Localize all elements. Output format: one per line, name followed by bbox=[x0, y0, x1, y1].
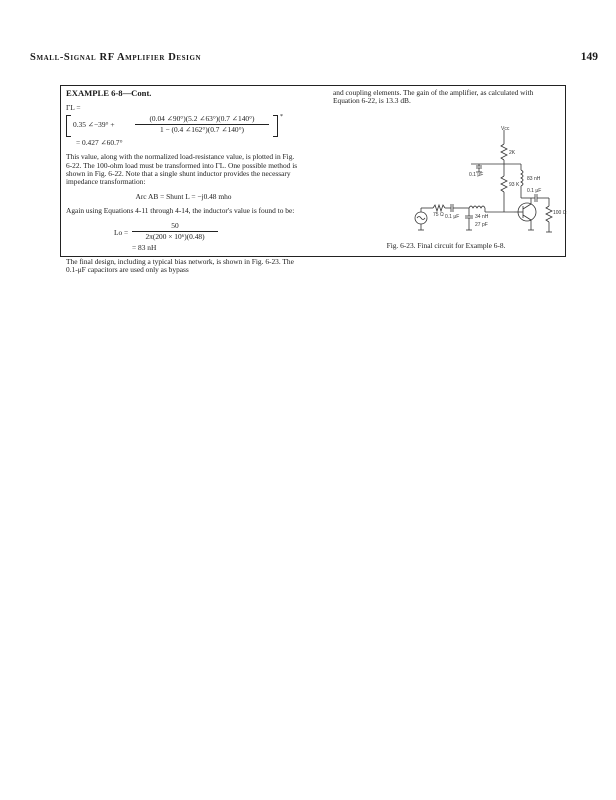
page-header bbox=[30, 52, 598, 68]
bracket-left bbox=[66, 115, 71, 137]
label-2k: 2K bbox=[509, 150, 516, 156]
example-box bbox=[60, 85, 567, 275]
lo-fraction bbox=[132, 222, 218, 242]
paragraph-2: Again using Equations 4-11 through 4-14, the inductor's value is found to be: bbox=[66, 206, 295, 216]
label-34nh: 34 nH bbox=[475, 214, 489, 220]
left-column bbox=[66, 89, 301, 281]
lo-result: = 83 nH bbox=[132, 242, 157, 252]
gamma-result: = 0.427 ∠60.7° bbox=[76, 137, 123, 147]
gamma-lhs: ΓL = bbox=[66, 103, 81, 113]
fraction-numerator: (0.04 ∠90°)(5.2 ∠63°)(0.7 ∠140°) bbox=[135, 115, 269, 125]
label-75ohm: 75 Ω bbox=[433, 212, 444, 218]
label-93k: 93 K bbox=[509, 182, 520, 188]
resistor-2k bbox=[501, 144, 507, 160]
label-cap-top: 0.1 μF bbox=[469, 172, 484, 178]
label-27pf: 27 pF bbox=[475, 222, 488, 228]
conjugate-star: * bbox=[280, 113, 283, 120]
gamma-fraction bbox=[135, 115, 269, 135]
label-100ohm: 100 Ω bbox=[553, 210, 567, 216]
lo-numerator: 50 bbox=[132, 222, 218, 232]
fraction-denominator: 1 − (0.4 ∠162°)(0.7 ∠140°) bbox=[159, 125, 245, 135]
gamma-equation bbox=[66, 115, 301, 137]
label-vcc: Vcc bbox=[501, 126, 510, 132]
label-83nh: 83 nH bbox=[527, 176, 541, 182]
bracket-right bbox=[273, 115, 278, 137]
page-number: 149 bbox=[580, 51, 598, 63]
paragraph-3: The final design, including a typical bias network, is shown in Fig. 6-23. The 0.1-μF capacitors are used only as bypass bbox=[66, 257, 294, 275]
paragraph-1: This value, along with the normalized load-resistance value, is plotted in Fig. 6-22. The 100-ohm load must be transformed into ΓL. One possible method is shown in Fig. 6-22. Note that a single shunt inductor provides the necessary impedance transformation: bbox=[66, 152, 298, 187]
inductor-34nh bbox=[469, 206, 485, 208]
term-a: 0.35 ∠−39° + bbox=[73, 119, 115, 129]
figure-caption: Fig. 6-23. Final circuit for Example 6-8. bbox=[386, 241, 506, 250]
example-title: EXAMPLE 6-8—Cont. bbox=[66, 88, 152, 98]
resistor-75 bbox=[433, 205, 445, 211]
arc-equation: Arc AB = Shunt L = −j0.48 mho bbox=[135, 191, 232, 201]
inductor-equation bbox=[66, 222, 301, 242]
circuit-diagram bbox=[341, 126, 567, 236]
label-cap-out: 0.1 μF bbox=[527, 188, 542, 194]
resistor-100 bbox=[546, 206, 552, 222]
resistor-93k bbox=[501, 176, 507, 192]
lo-label: Lo = bbox=[114, 227, 129, 237]
paragraph-4: and coupling elements. The gain of the amplifier, as calculated with Equation 6-22, is 13.3 dB. bbox=[333, 88, 534, 106]
right-column bbox=[333, 89, 559, 112]
running-head: Small-Signal RF Amplifier Design bbox=[30, 52, 202, 63]
inductor-83nh bbox=[521, 170, 523, 186]
label-cap-in: 0.1 μF bbox=[445, 214, 460, 220]
lo-denominator: 2π(200 × 10⁶)(0.48) bbox=[145, 232, 205, 242]
